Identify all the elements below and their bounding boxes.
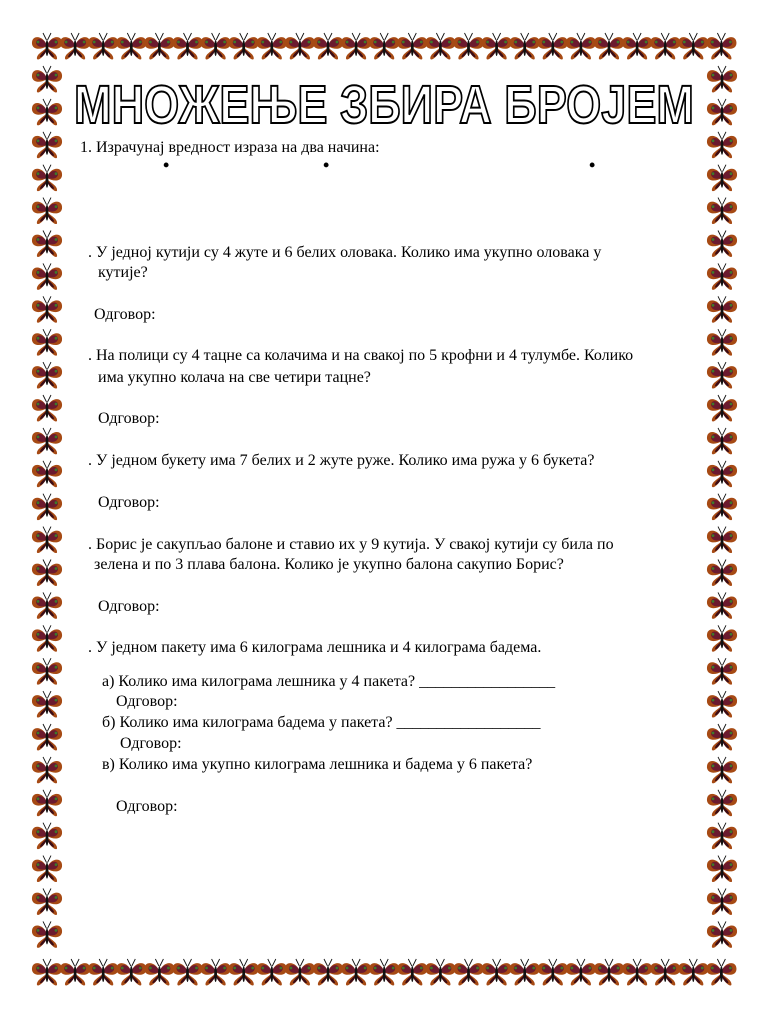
butterfly-icon: [116, 33, 146, 59]
butterfly-icon: [32, 724, 62, 750]
butterfly-icon: [32, 362, 62, 388]
page-title: [64, 75, 704, 135]
butterfly-icon: [32, 33, 62, 59]
butterfly-icon: [32, 625, 62, 651]
butterfly-icon: [88, 959, 118, 985]
expression-dot-1: •: [163, 155, 170, 175]
butterfly-icon: [707, 790, 737, 816]
task6-b-question: б) Колико има килограма бадема у пакета? __________________: [102, 714, 541, 731]
butterfly-icon: [32, 691, 62, 717]
task5-line2: зелена и по 3 плава балона. Колико је укупно балона сакупио Борис?: [94, 556, 564, 573]
butterfly-icon: [453, 33, 483, 59]
butterfly-icon: [88, 33, 118, 59]
butterfly-icon: [538, 33, 568, 59]
butterfly-icon: [369, 33, 399, 59]
butterfly-icon: [622, 33, 652, 59]
butterfly-icon: [172, 33, 202, 59]
butterfly-icon: [32, 66, 62, 92]
butterfly-icon: [341, 33, 371, 59]
butterfly-icon: [510, 959, 540, 985]
butterfly-icon: [707, 625, 737, 651]
butterfly-icon: [707, 132, 737, 158]
butterfly-icon: [706, 959, 736, 985]
butterfly-icon: [707, 99, 737, 125]
task6-c-answer-label: Одговор:: [116, 798, 178, 815]
task3-answer-label: Одговор:: [98, 410, 160, 427]
butterfly-icon: [538, 959, 568, 985]
butterfly-icon: [707, 724, 737, 750]
task4-answer-label: Одговор:: [98, 494, 160, 511]
butterfly-icon: [32, 132, 62, 158]
butterfly-icon: [482, 959, 512, 985]
butterfly-icon: [32, 329, 62, 355]
butterfly-icon: [650, 33, 680, 59]
butterfly-icon: [707, 428, 737, 454]
butterfly-icon: [707, 66, 737, 92]
butterfly-icon: [707, 889, 737, 915]
butterfly-icon: [707, 494, 737, 520]
butterfly-icon: [285, 33, 315, 59]
butterfly-icon: [707, 395, 737, 421]
butterfly-icon: [706, 33, 736, 59]
task6-a-answer-label: Одговор:: [116, 693, 178, 710]
butterfly-icon: [32, 823, 62, 849]
butterfly-icon: [707, 757, 737, 783]
butterfly-icon: [32, 790, 62, 816]
butterfly-icon: [116, 959, 146, 985]
butterfly-icon: [32, 198, 62, 224]
butterfly-icon: [32, 856, 62, 882]
task6-b-answer-label: Одговор:: [120, 735, 182, 752]
butterfly-icon: [229, 33, 259, 59]
butterfly-icon: [144, 33, 174, 59]
butterfly-icon: [341, 959, 371, 985]
task5-answer-label: Одговор:: [98, 598, 160, 615]
butterfly-icon: [707, 592, 737, 618]
task3-line2: има укупно колача на све четири тацне?: [98, 369, 371, 386]
butterfly-icon: [32, 395, 62, 421]
butterfly-icon: [32, 263, 62, 289]
butterfly-icon: [707, 823, 737, 849]
butterfly-icon: [425, 959, 455, 985]
task6-c-question: в) Колико има укупно килограма лешника и бадема у 6 пакета?: [102, 756, 533, 773]
butterfly-icon: [201, 33, 231, 59]
butterfly-icon: [482, 33, 512, 59]
butterfly-icon: [678, 959, 708, 985]
butterfly-icon: [201, 959, 231, 985]
expression-dot-2: •: [323, 155, 330, 175]
butterfly-icon: [707, 461, 737, 487]
butterfly-icon: [32, 921, 62, 947]
butterfly-icon: [678, 33, 708, 59]
butterfly-icon: [313, 33, 343, 59]
butterfly-icon: [707, 658, 737, 684]
butterfly-icon: [707, 362, 737, 388]
butterfly-icon: [707, 296, 737, 322]
butterfly-icon: [707, 527, 737, 553]
task6-a-question: а) Колико има килограма лешника у 4 пакета? _________________: [102, 673, 556, 690]
butterfly-icon: [622, 959, 652, 985]
butterfly-icon: [32, 592, 62, 618]
butterfly-icon: [707, 329, 737, 355]
butterfly-icon: [566, 33, 596, 59]
task2-line1: . У једној кутији су 4 жуте и 6 белих оловака. Колико има укупно оловака у: [88, 244, 602, 261]
butterfly-icon: [707, 856, 737, 882]
butterfly-icon: [144, 959, 174, 985]
butterfly-icon: [707, 691, 737, 717]
butterfly-icon: [707, 231, 737, 257]
task2-answer-label: Одговор:: [94, 306, 156, 323]
butterfly-icon: [313, 959, 343, 985]
butterfly-icon: [707, 263, 737, 289]
butterfly-icon: [650, 959, 680, 985]
butterfly-icon: [32, 231, 62, 257]
task1-text: 1. Израчунај вредност израза на два начина:: [80, 139, 380, 156]
butterfly-icon: [32, 165, 62, 191]
page-title-text: МНОЖЕЊЕ ЗБИРА БРОЈЕМ: [74, 75, 694, 135]
butterfly-icon: [397, 959, 427, 985]
butterfly-icon: [707, 921, 737, 947]
task3-line1: . На полици су 4 тацне са колачима и на свакој по 5 крофни и 4 тулумбе. Колико: [88, 347, 634, 364]
butterfly-icon: [229, 959, 259, 985]
butterfly-icon: [32, 560, 62, 586]
butterfly-icon: [257, 33, 287, 59]
butterfly-icon: [707, 165, 737, 191]
butterfly-icon: [707, 560, 737, 586]
butterfly-icon: [397, 33, 427, 59]
butterfly-icon: [32, 461, 62, 487]
butterfly-icon: [425, 33, 455, 59]
butterfly-icon: [32, 959, 62, 985]
butterfly-icon: [32, 296, 62, 322]
butterfly-icon: [285, 959, 315, 985]
butterfly-icon: [510, 33, 540, 59]
butterfly-icon: [32, 527, 62, 553]
butterfly-icon: [566, 959, 596, 985]
task6-intro: . У једном пакету има 6 килограма лешника и 4 килограма бадема.: [88, 639, 542, 656]
task4-line1: . У једном букету има 7 белих и 2 жуте руже. Колико има ружа у 6 букета?: [88, 452, 595, 469]
butterfly-icon: [32, 99, 62, 125]
butterfly-icon: [594, 33, 624, 59]
butterfly-icon: [369, 959, 399, 985]
butterfly-icon: [707, 198, 737, 224]
butterfly-icon: [32, 658, 62, 684]
butterfly-icon: [32, 757, 62, 783]
butterfly-icon: [60, 33, 90, 59]
butterfly-icon: [172, 959, 202, 985]
expression-dot-3: •: [589, 155, 596, 175]
task5-line1: . Борис је сакупљао балоне и ставио их у 9 кутија. У свакој кутији су била по: [88, 536, 614, 553]
butterfly-icon: [32, 889, 62, 915]
butterfly-icon: [32, 494, 62, 520]
butterfly-icon: [453, 959, 483, 985]
task2-line2: кутије?: [98, 264, 148, 281]
butterfly-icon: [257, 959, 287, 985]
butterfly-icon: [32, 428, 62, 454]
butterfly-icon: [60, 959, 90, 985]
butterfly-icon: [594, 959, 624, 985]
